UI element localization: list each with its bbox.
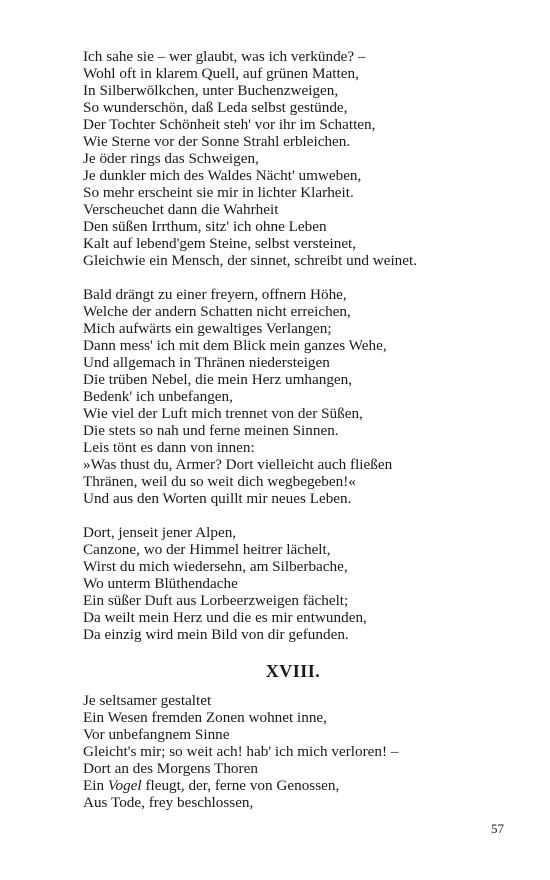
verse-line: Die trüben Nebel, die mein Herz umhangen, bbox=[83, 371, 353, 388]
verse-line: Mich aufwärts ein gewaltiges Verlangen; bbox=[83, 320, 332, 337]
verse-line: Welche der andern Schatten nicht erreichen, bbox=[83, 303, 351, 320]
verse-line: Gleichwie ein Mensch, der sinnet, schreibt und weinet. bbox=[83, 252, 418, 269]
verse-line: Ein süßer Duft aus Lorbeerzweigen fächelt; bbox=[83, 592, 349, 609]
verse-line: Dort an des Morgens Thoren bbox=[83, 760, 258, 777]
verse-line: Thränen, weil du so weit dich wegbegeben!« bbox=[83, 473, 356, 490]
verse-line: Wie viel der Luft mich trennet von der Süßen, bbox=[83, 405, 363, 422]
verse-line: Aus Tode, frey beschlossen, bbox=[83, 794, 254, 811]
verse-line: In Silberwölkchen, unter Buchenzweigen, bbox=[83, 82, 339, 99]
verse-suffix: fleugt, der, ferne von Genossen, bbox=[141, 777, 340, 794]
verse-line: Wirst du mich wiedersehn, am Silberbache, bbox=[83, 558, 348, 575]
verse-line: Ich sahe sie – wer glaubt, was ich verkünde? – bbox=[83, 48, 366, 65]
verse-line: Der Tochter Schönheit steh' vor ihr im Schatten, bbox=[83, 116, 376, 133]
verse-line: So wunderschön, daß Leda selbst gestünde, bbox=[83, 99, 348, 116]
page-number: 57 bbox=[491, 821, 504, 836]
verse-line: Wie Sterne vor der Sonne Strahl erbleichen. bbox=[83, 133, 351, 150]
verse-line: Da weilt mein Herz und die es mir entwunden, bbox=[83, 609, 367, 626]
verse-line: Je seltsamer gestaltet bbox=[83, 692, 212, 709]
verse-line: Bedenk' ich unbefangen, bbox=[83, 388, 233, 405]
verse-line: Gleicht's mir; so weit ach! hab' ich mich verloren! – bbox=[83, 743, 399, 760]
verse-line: Je dunkler mich des Waldes Nächt' umweben, bbox=[83, 167, 362, 184]
section-heading: XVIII. bbox=[265, 661, 321, 681]
verse-line: »Was thust du, Armer? Dort vielleicht auch fließen bbox=[83, 456, 393, 473]
verse-line: Ein Wesen fremden Zonen wohnet inne, bbox=[83, 709, 327, 726]
verse-line: Und aus den Worten quillt mir neues Leben. bbox=[83, 490, 352, 507]
stanza-2 bbox=[83, 286, 503, 507]
verse-line: Die stets so nah und ferne meinen Sinnen. bbox=[83, 422, 339, 439]
verse-line: Da einzig wird mein Bild von dir gefunden. bbox=[83, 626, 349, 643]
verse-line: Und allgemach in Thränen niedersteigen bbox=[83, 354, 330, 371]
poem-text bbox=[83, 48, 503, 828]
verse-line: Canzone, wo der Himmel heitrer lächelt, bbox=[83, 541, 331, 558]
verse-line: Verscheuchet dann die Wahrheit bbox=[83, 201, 279, 218]
verse-prefix: Ein bbox=[83, 777, 108, 794]
verse-line: Dort, jenseit jener Alpen, bbox=[83, 524, 237, 541]
verse-line: Leis tönt es dann von innen: bbox=[83, 439, 255, 456]
verse-line-with-italic bbox=[83, 777, 503, 794]
verse-line: So mehr erscheint sie mir in lichter Klarheit. bbox=[83, 184, 354, 201]
verse-line: Den süßen Irrthum, sitz' ich ohne Leben bbox=[83, 218, 327, 235]
section-stanza bbox=[83, 692, 503, 811]
verse-line: Wohl oft in klarem Quell, auf grünen Matten, bbox=[83, 65, 359, 82]
verse-line: Bald drängt zu einer freyern, offnern Höhe, bbox=[83, 286, 347, 303]
stanza-3-envoi bbox=[83, 524, 503, 643]
verse-line: Je öder rings das Schweigen, bbox=[83, 150, 259, 167]
verse-line: Kalt auf lebend'gem Steine, selbst versteinet, bbox=[83, 235, 357, 252]
stanza-1 bbox=[83, 48, 503, 269]
verse-line: Vor unbefangnem Sinne bbox=[83, 726, 230, 743]
verse-line: Dann mess' ich mit dem Blick mein ganzes Wehe, bbox=[83, 337, 387, 354]
italic-word: Vogel bbox=[107, 777, 142, 794]
verse-line: Wo unterm Blüthendache bbox=[83, 575, 238, 592]
